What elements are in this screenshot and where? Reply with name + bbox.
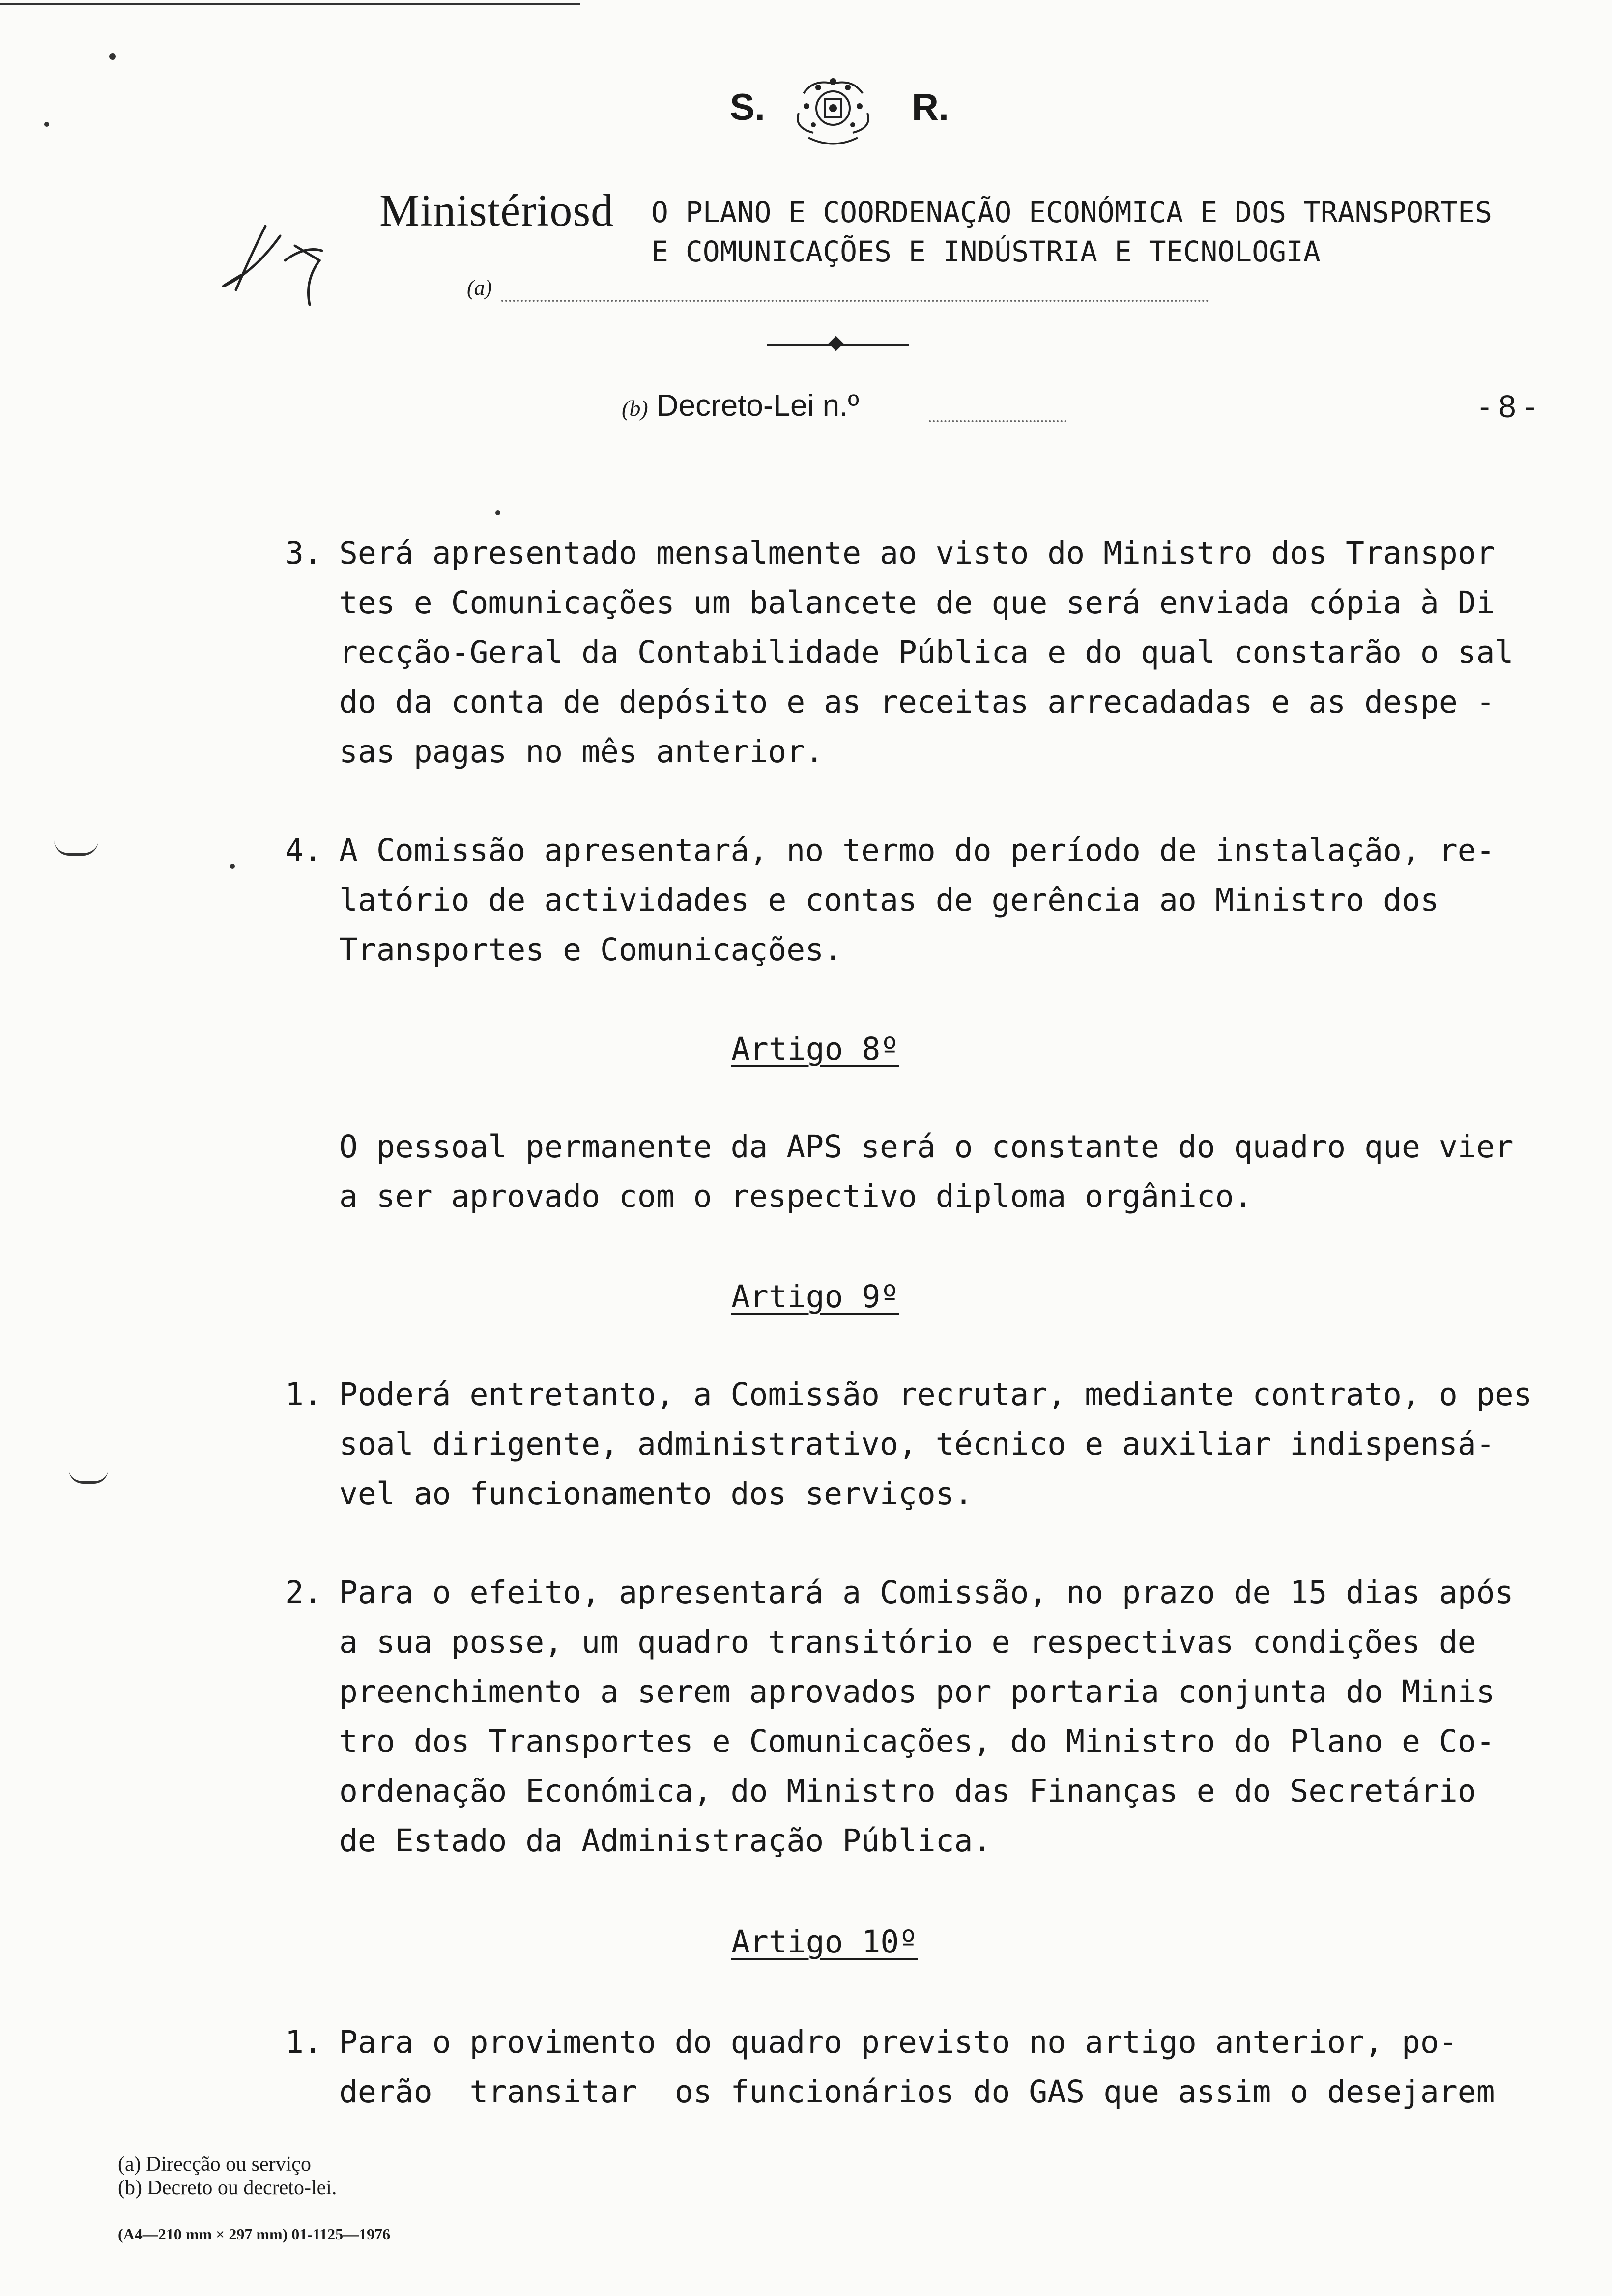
top-rule [0, 3, 580, 5]
text-line: tes e Comunicações um balancete de que será enviada cópia à Di [339, 585, 1495, 621]
decreto-number-dotted-line [929, 420, 1066, 422]
text-line: soal dirigente, administrativo, técnico e auxiliar indispensá- [339, 1426, 1495, 1462]
artigo-8-body [339, 1122, 1514, 1221]
field-a-dotted-line [501, 300, 1209, 302]
ministerio-title [379, 184, 614, 236]
scan-speck [230, 864, 235, 869]
scan-speck [109, 53, 116, 60]
dept-prefix: sd [573, 185, 614, 235]
text-line: vel ao funcionamento dos serviços. [339, 1476, 973, 1512]
decreto-label: Decreto-Lei n.º [656, 389, 859, 423]
text-line: sas pagas no mês anterior. [339, 734, 824, 770]
artigo-9-item-2 [285, 1568, 1573, 1866]
artigo-9-heading: Artigo 9º [731, 1279, 899, 1315]
scan-speck [44, 122, 49, 127]
text-line: Para o provimento do quadro previsto no artigo anterior, po- [339, 2024, 1458, 2060]
text-line: Poderá entretanto, a Comissão recrutar, mediante contrato, o pes [339, 1377, 1532, 1412]
text-line: a sua posse, um quadro transitório e respectivas condições de [339, 1624, 1476, 1660]
text-line: ordenação Económica, do Ministro das Finanças e do Secretário [339, 1773, 1476, 1809]
text-line: tro dos Transportes e Comunicações, do Ministro do Plano e Co- [339, 1723, 1495, 1759]
text-line: derão transitar os funcionários do GAS que assim o desejarem [339, 2074, 1495, 2110]
sr-left: S. [730, 86, 765, 128]
item-number: 1. [285, 2024, 322, 2060]
item-number: 2. [285, 1575, 322, 1610]
item-4 [285, 826, 1573, 975]
punch-hole-mark [54, 840, 98, 856]
text-line: preenchimento a serem aprovados por portaria conjunta do Minis [339, 1674, 1495, 1710]
handwritten-initials-icon [206, 216, 334, 315]
punch-hole-mark [69, 1469, 108, 1484]
artigo-10-heading: Artigo 10º [731, 1924, 918, 1960]
footnote-b: (b) Decreto ou decreto-lei. [118, 2177, 337, 2199]
item-number: 3. [285, 535, 322, 571]
text-line: latório de actividades e contas de gerência ao Ministro dos [339, 882, 1439, 918]
paper-format-note: (A4—210 mm × 297 mm) 01-1125—1976 [118, 2225, 391, 2243]
coat-of-arms-icon [784, 74, 882, 152]
text-line: de Estado da Administração Pública. [339, 1823, 992, 1859]
text-line: Para o efeito, apresentará a Comissão, no prazo de 15 dias após [339, 1575, 1514, 1610]
text-line: Transportes e Comunicações. [339, 932, 843, 968]
field-b-label: (b) [622, 396, 648, 421]
text-line: do da conta de depósito e as receitas arrecadadas e as despe - [339, 684, 1495, 720]
item-number: 1. [285, 1377, 322, 1412]
item-3 [285, 528, 1573, 776]
text-line: recção-Geral da Contabilidade Pública e do qual constarão o sal [339, 634, 1514, 670]
artigo-9-item-1 [285, 1370, 1573, 1519]
page-number: - 8 - [1479, 389, 1535, 424]
item-number: 4. [285, 832, 322, 868]
department-line-2: E COMUNICAÇÕES E INDÚSTRIA E TECNOLOGIA [651, 235, 1321, 268]
text-line: a ser aprovado com o respectivo diploma orgânico. [339, 1178, 1253, 1214]
field-a-label: (a) [467, 276, 492, 300]
department-line-1: O PLANO E COORDENAÇÃO ECONÓMICA E DOS TRANSPORTES [651, 196, 1493, 229]
separator-diamond-icon [828, 336, 843, 351]
text-line: Será apresentado mensalmente ao visto do Ministro dos Transpor [339, 535, 1495, 571]
decreto-line [622, 388, 859, 423]
text-line: A Comissão apresentará, no termo do período de instalação, re- [339, 832, 1495, 868]
scan-speck [495, 510, 500, 515]
ministerio-label: Ministério [379, 185, 573, 235]
artigo-8-heading: Artigo 8º [731, 1031, 899, 1067]
artigo-10-item-1 [285, 2017, 1573, 2117]
sr-right: R. [912, 86, 949, 128]
text-line: O pessoal permanente da APS será o constante do quadro que vier [339, 1129, 1514, 1165]
footnote-a: (a) Direcção ou serviço [118, 2153, 311, 2176]
